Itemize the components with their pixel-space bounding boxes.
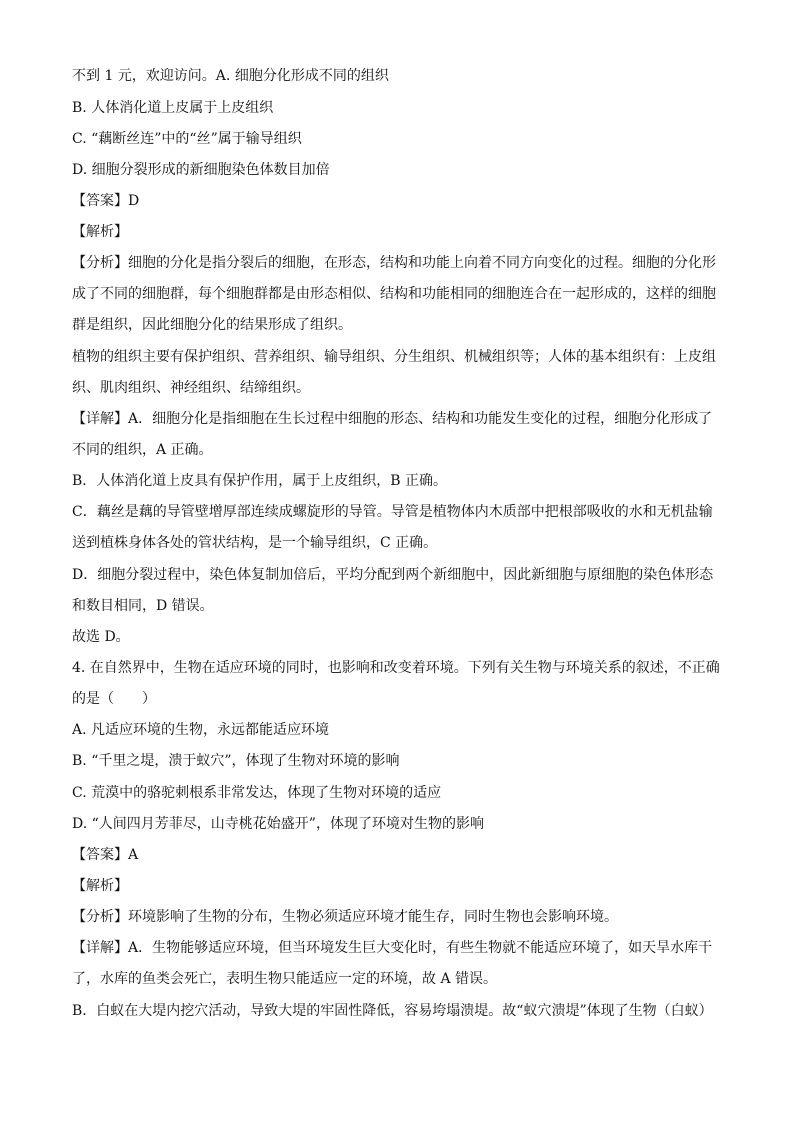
text-line: 和数目相同，D 错误。 [72,598,214,614]
text-line: C．藕丝是藕的导管壁增厚部连续成螺旋形的导管。导管是植物体内木质部中把根部吸收的水和无机盐输 [72,504,713,520]
text-line: 群是组织，因此细胞分化的结果形成了组织。 [72,317,352,333]
text-line: C. “藕断丝连”中的“丝”属于输导组织 [72,131,302,147]
option-b: B. “千里之堤，溃于蚁穴”，体现了生物对环境的影响 [72,753,400,769]
answer-label: 【答案】D [72,193,140,209]
text-line: 不同的组织，A 正确。 [72,442,213,458]
text-line: 了，水库的鱼类会死亡，表明生物只能适应一定的环境，故 A 错误。 [72,971,498,987]
option-d: D. “人间四月芳菲尽，山寺桃花始盛开”，体现了环境对生物的影响 [72,816,484,832]
text-line: D. 细胞分裂形成的新细胞染色体数目加倍 [72,162,330,178]
text-line: 送到植株身体各处的管状结构，是一个输导组织，C 正确。 [72,535,438,551]
question-4-stem: 4. 在自然界中，生物在适应环境的同时，也影响和改变着环境。下列有关生物与环境关系的叙述，不正确 [72,660,720,676]
option-c: C. 荒漠中的骆驼刺根系非常发达，体现了生物对环境的适应 [72,785,442,801]
text-line: B. 人体消化道上皮属于上皮组织 [72,100,274,116]
text-line: 织、肌肉组织、神经组织、结缔组织。 [72,380,310,396]
analysis-label: 【解析】 [72,878,128,894]
question-4-stem: 的是（ ） [72,691,156,707]
answer-label: 【答案】A [72,847,139,863]
text-line: B．人体消化道上皮具有保护作用，属于上皮组织，B 正确。 [72,473,448,489]
text-line: D．细胞分裂过程中，染色体复制加倍后，平均分配到两个新细胞中，因此新细胞与原细胞的染色体形态 [72,567,714,583]
text-line: 故选 D。 [72,629,130,645]
text-line: 【分析】细胞的分化是指分裂后的细胞，在形态，结构和功能上向着不同方向变化的过程。细胞的分化形 [72,255,716,271]
text-line: B．白蚁在大堤内挖穴活动，导致大堤的牢固性降低，容易垮塌溃堤。故“蚁穴溃堤”体现了生物（白蚁） [72,1003,713,1019]
text-line: 植物的组织主要有保护组织、营养组织、输导组织、分生组织、机械组织等；人体的基本组织有：上皮组 [72,349,716,365]
text-line: 【详解】A．细胞分化是指细胞在生长过程中细胞的形态、结构和功能发生变化的过程，细胞分化形成了 [72,411,713,427]
text-line: 【详解】A．生物能够适应环境，但当环境发生巨大变化时，有些生物就不能适应环境了，如天旱水库干 [72,940,713,956]
text-line: 【分析】环境影响了生物的分布，生物必须适应环境才能生存，同时生物也会影响环境。 [72,909,618,925]
text-line: 不到 1 元，欢迎访问。A. 细胞分化形成不同的组织 [72,68,389,84]
option-a: A. 凡适应环境的生物，永远都能适应环境 [72,722,330,738]
text-line: 成了不同的细胞群，每个细胞群都是由形态相似、结构和功能相同的细胞连合在一起形成的，这样的细胞 [72,286,716,302]
analysis-label: 【解析】 [72,224,128,240]
